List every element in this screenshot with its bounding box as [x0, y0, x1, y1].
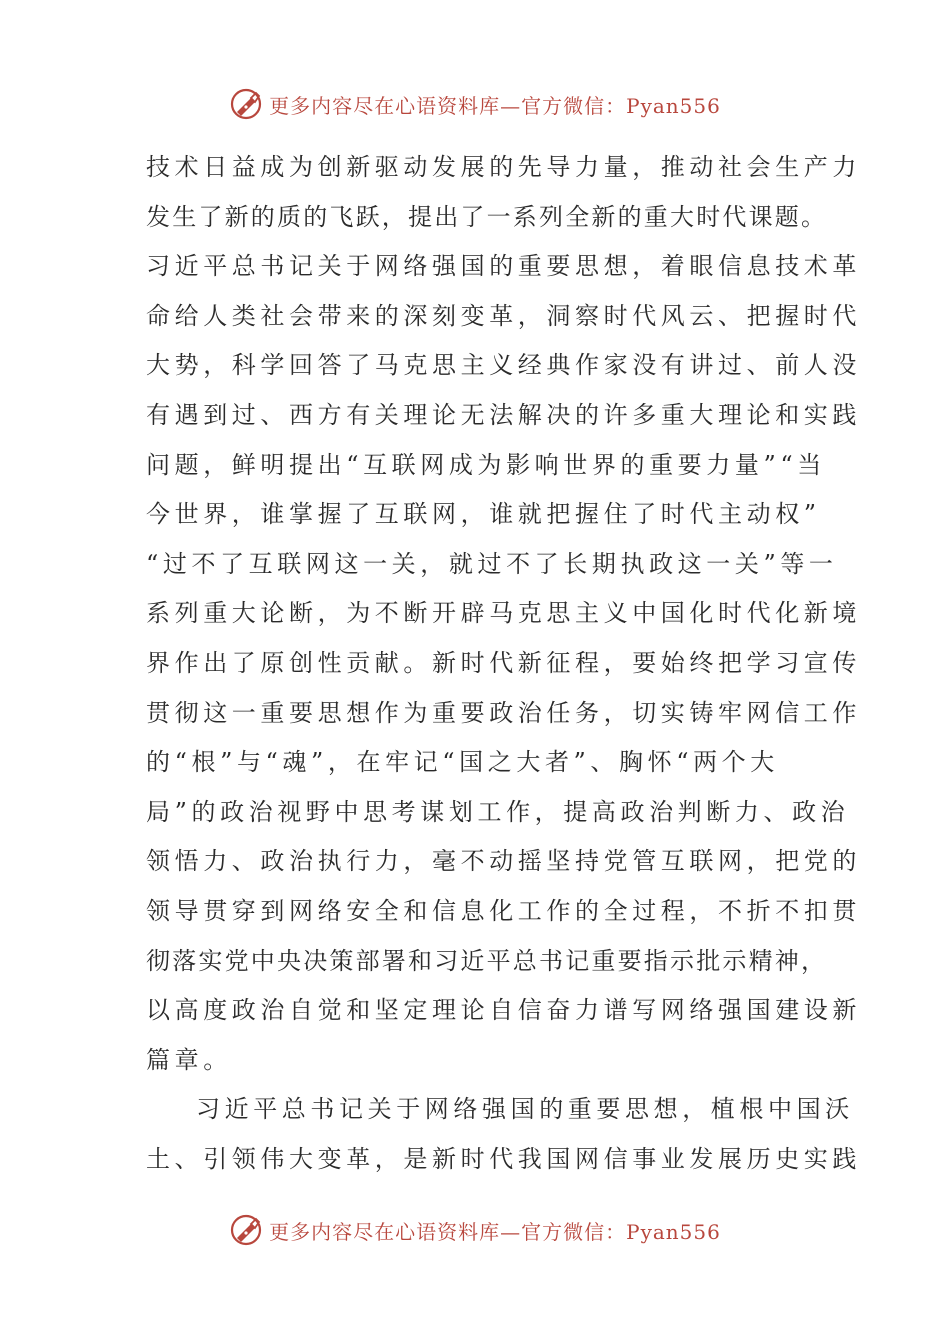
body-line: 界作出了原创性贡献。新时代新征程，要始终把学习宣传: [146, 648, 861, 677]
body-line: 有遇到过、西方有关理论无法解决的许多重大理论和实践: [146, 400, 861, 429]
body-line: 发生了新的质的飞跃，提出了一系列全新的重大时代课题。: [146, 202, 828, 231]
body-line: 大势，科学回答了马克思主义经典作家没有讲过、前人没: [146, 351, 861, 380]
body-line: 系列重大论断，为不断开辟马克思主义中国化时代化新境: [146, 599, 861, 628]
header-banner-text: 更多内容尽在心语资料库—官方微信：Pyan556: [269, 93, 721, 118]
body-line: 篇章。: [146, 1045, 232, 1074]
body-line: 领导贯穿到网络安全和信息化工作的全过程，不折不扣贯: [146, 896, 861, 925]
body-line: 命给人类社会带来的深刻变革，洞察时代风云、把握时代: [146, 301, 861, 330]
body-line: 以高度政治自觉和坚定理论自信奋力谱写网络强国建设新: [146, 996, 861, 1025]
body-line: 土、引领伟大变革，是新时代我国网信事业发展历史实践: [146, 1144, 861, 1173]
body-line: 的“根”与“魂”，在牢记“国之大者”、胸怀“两个大: [146, 748, 779, 777]
pen-nib-logo-icon: [229, 87, 263, 121]
header-banner: [0, 84, 950, 124]
body-line: 领悟力、政治执行力，毫不动摇坚持党管互联网，把党的: [146, 847, 861, 876]
body-line: 习近平总书记关于网络强国的重要思想，着眼信息技术革: [146, 252, 861, 281]
document-body: [146, 143, 861, 1184]
body-line: 今世界，谁掌握了互联网，谁就把握住了时代主动权”: [146, 500, 821, 529]
body-line: 彻落实党中央决策部署和习近平总书记重要指示批示精神，: [146, 946, 828, 975]
pen-nib-logo-icon: [229, 1213, 263, 1247]
body-line: 技术日益成为创新驱动发展的先导力量，推动社会生产力: [146, 153, 861, 181]
body-line: 贯彻这一重要思想作为重要政治任务，切实铸牢网信工作: [146, 698, 861, 727]
body-line: “过不了互联网这一关，就过不了长期执政这一关”等一: [146, 549, 838, 578]
body-line: 问题，鲜明提出“互联网成为影响世界的重要力量”“当: [146, 450, 826, 479]
body-line: 习近平总书记关于网络强国的重要思想，植根中国沃: [196, 1095, 854, 1124]
footer-banner-text: 更多内容尽在心语资料库—官方微信：Pyan556: [269, 1219, 721, 1244]
body-line: 局”的政治视野中思考谋划工作，提高政治判断力、政治: [146, 797, 850, 826]
footer-banner: [0, 1210, 950, 1250]
